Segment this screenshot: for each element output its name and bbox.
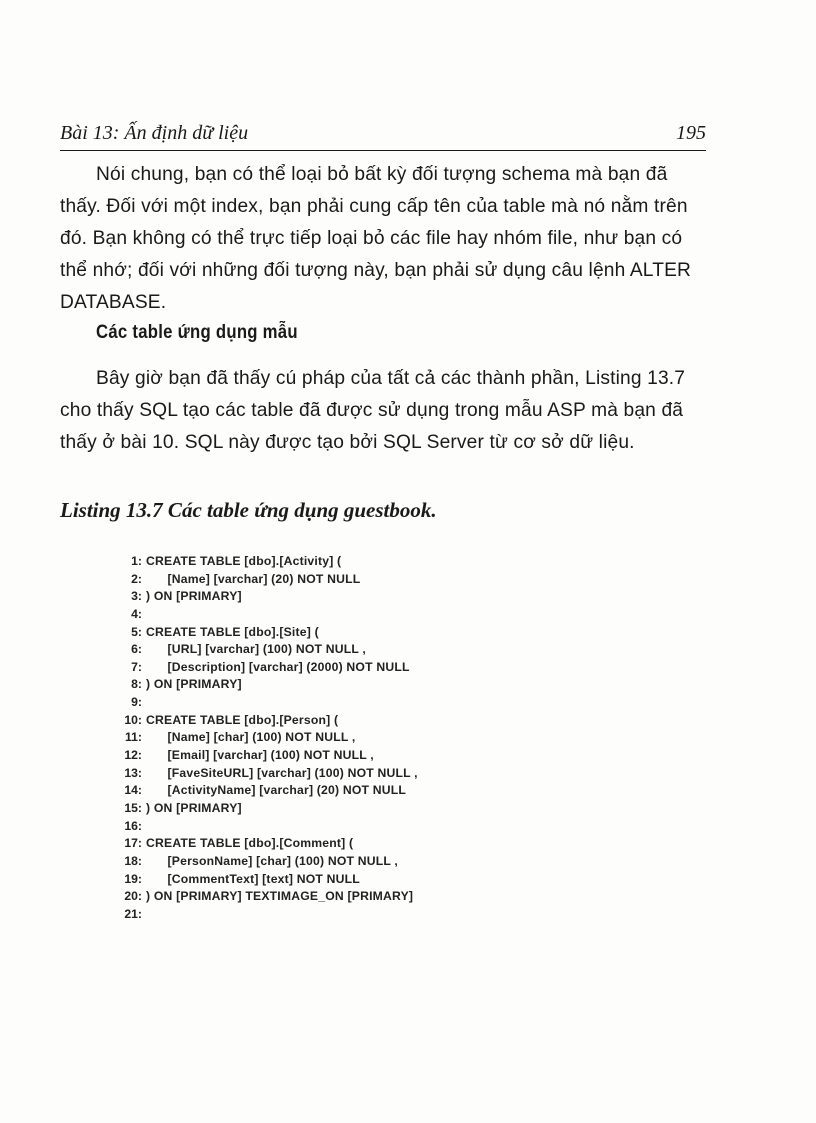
line-number: 11: [125, 730, 142, 745]
listing-caption: Listing 13.7 Các table ứng dụng guestbook. [60, 498, 437, 522]
line-number: 8: [131, 677, 142, 692]
code-line [108, 571, 668, 589]
line-text: CREATE TABLE [dbo].[Comment] ( [146, 836, 354, 851]
code-line [108, 818, 668, 836]
chapter-title: Bài 13: Ấn định dữ liệu [60, 122, 249, 144]
line-number: 21: [124, 906, 142, 921]
code-line [108, 712, 668, 730]
code-line [108, 588, 668, 606]
line-text: ) ON [PRIMARY] [146, 800, 242, 815]
line-text: ) ON [PRIMARY] [146, 677, 242, 692]
line-number: 5: [131, 624, 142, 639]
line-number: 10: [124, 712, 142, 727]
code-line [108, 659, 668, 677]
code-line [108, 729, 668, 747]
line-number: 19: [124, 871, 142, 886]
line-number: 17: [124, 836, 142, 851]
line-text: [Name] [char] (100) NOT NULL , [146, 730, 356, 745]
line-number: 9: [131, 695, 142, 710]
code-line [108, 747, 668, 765]
line-text: CREATE TABLE [dbo].[Activity] ( [146, 554, 342, 568]
line-number: 12: [124, 748, 142, 763]
code-line [108, 676, 668, 694]
body-paragraph-1: Nói chung, bạn có thể loại bỏ bất kỳ đối tượng schema mà bạn đã thấy. Đối với một index, bạn phải cung cấp tên của table mà nó nằm trên đó. Bạn không có thể trực tiếp loại bỏ các file hay nhóm file, như bạn có thể nhớ; đối với những đối tượng này, bạn phải sử dụng câu lệnh ALTER DATABASE. [60, 164, 692, 313]
line-text: [CommentText] [text] NOT NULL [146, 871, 360, 886]
line-text: CREATE TABLE [dbo].[Site] ( [146, 624, 319, 639]
line-number: 15: [124, 800, 142, 815]
line-text: [Email] [varchar] (100) NOT NULL , [146, 748, 374, 763]
line-text: [PersonName] [char] (100) NOT NULL , [146, 853, 398, 868]
line-number: 6: [131, 642, 142, 657]
line-text: [ActivityName] [varchar] (20) NOT NULL [146, 783, 407, 798]
running-header [60, 118, 706, 151]
code-line [108, 835, 668, 853]
code-line [108, 694, 668, 712]
page-number: 195 [676, 122, 706, 144]
code-line [108, 800, 668, 818]
code-line [108, 606, 668, 624]
code-line [108, 906, 668, 924]
line-text: [URL] [varchar] (100) NOT NULL , [146, 642, 367, 657]
line-number: 13: [124, 765, 142, 780]
line-number: 18: [124, 853, 142, 868]
code-line [108, 871, 668, 889]
line-text: [FaveSiteURL] [varchar] (100) NOT NULL , [146, 765, 418, 780]
code-line [108, 624, 668, 642]
code-line [108, 888, 668, 906]
code-line [108, 853, 668, 871]
body-paragraph-2: Bây giờ bạn đã thấy cú pháp của tất cả các thành phần, Listing 13.7 cho thấy SQL tạo các table đã được sử dụng trong mẫu ASP mà bạn đã thấy ở bài 10. SQL này được tạo bởi SQL Server từ cơ sở dữ liệu. [60, 368, 686, 453]
line-number: 7: [131, 659, 142, 674]
line-number: 16: [124, 818, 142, 833]
line-text: [Description] [varchar] (2000) NOT NULL [146, 659, 410, 674]
line-number: 4: [131, 606, 142, 621]
line-number: 3: [131, 589, 142, 604]
section-heading: Các table ứng dụng mẫu [96, 322, 298, 343]
line-text: ) ON [PRIMARY] [146, 589, 242, 604]
line-number: 20: [124, 889, 142, 904]
line-number: 2: [131, 571, 142, 586]
line-number: 1: [131, 554, 142, 568]
line-text: CREATE TABLE [dbo].[Person] ( [146, 712, 339, 727]
line-number: 14: [124, 783, 142, 798]
code-listing [108, 553, 668, 923]
line-text: ) ON [PRIMARY] TEXTIMAGE_ON [PRIMARY] [146, 889, 414, 904]
code-line [108, 553, 668, 571]
code-line [108, 765, 668, 783]
code-line [108, 641, 668, 659]
code-line [108, 782, 668, 800]
line-text: [Name] [varchar] (20) NOT NULL [146, 571, 361, 586]
